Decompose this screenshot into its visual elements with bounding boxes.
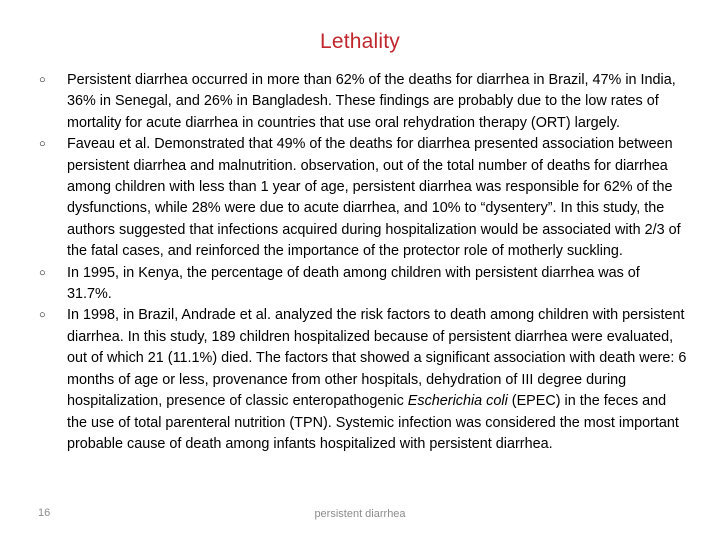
footer-text: persistent diarrhea: [314, 508, 406, 520]
text-segment-plain: In 1995, in Kenya, the percentage of death among children with persistent diarrhea was of 31.7%.: [67, 264, 640, 303]
bullet-list: [32, 70, 688, 455]
bullet-circle-icon: ○: [39, 309, 46, 322]
page-title: Lethality: [319, 30, 401, 53]
text-segment-plain: Persistent diarrhea occurred in more than 62% of the deaths for diarrhea in Brazil, 47% in India, 36% in Senegal, and 26% in Bangladesh. These findings are probably due to the low rates of mortality for acute diarrhea in countries that use oral rehydration therapy (ORT) largely.: [67, 72, 676, 131]
bullet-circle-icon: ○: [39, 74, 46, 86]
bullet-circle-icon: ○: [39, 138, 46, 151]
text-segment-trailing: (EPEC) in the feces and the use of total parenteral nutrition (TPN). Systemic infection was considered the most important probable cause of death among infants hospitalized with persistent diarrhea.: [67, 393, 679, 452]
list-item: [32, 305, 688, 455]
slide-number: 16: [38, 507, 51, 519]
list-item-text: [67, 134, 688, 262]
list-item: [32, 70, 688, 134]
list-item: [32, 263, 688, 306]
text-segment-plain: Faveau et al. Demonstrated that 49% of the deaths for diarrhea presented association between persistent diarrhea and malnutrition. observation, out of the total number of deaths for diarrhea among children with less than 1 year of age, persistent diarrhea was responsible for 62% of the dysfunctions, while 28% were due to acute diarrhea, and 10% to “dysentery”. In this study, the authors suggested that infections acquired during hospitalization would be associated with 2/3 of the fatal cases, and reinforced the importance of the protector role of motherly suckling.: [67, 136, 681, 260]
bullet-circle-icon: ○: [39, 266, 46, 279]
list-item-text: [67, 70, 688, 134]
list-item-text: [67, 305, 688, 455]
list-item: [32, 134, 688, 262]
text-segment-italic: Escherichia coli: [407, 393, 508, 410]
slide-body: [32, 70, 688, 455]
text-segment-plain: In 1998, in Brazil, Andrade et al. analyzed the risk factors to death among children with persistent diarrhea. In this study, 189 children hospitalized because of persistent diarrhea were evaluated, out of which 21 (11.1%) died. The factors that showed a significant association with death were: 6 months of age or less, provenance from other hospitals, dehydration of III degree during hospitalization, presence of classic enteropathogenic: [67, 307, 687, 410]
list-item-text: [67, 263, 688, 306]
